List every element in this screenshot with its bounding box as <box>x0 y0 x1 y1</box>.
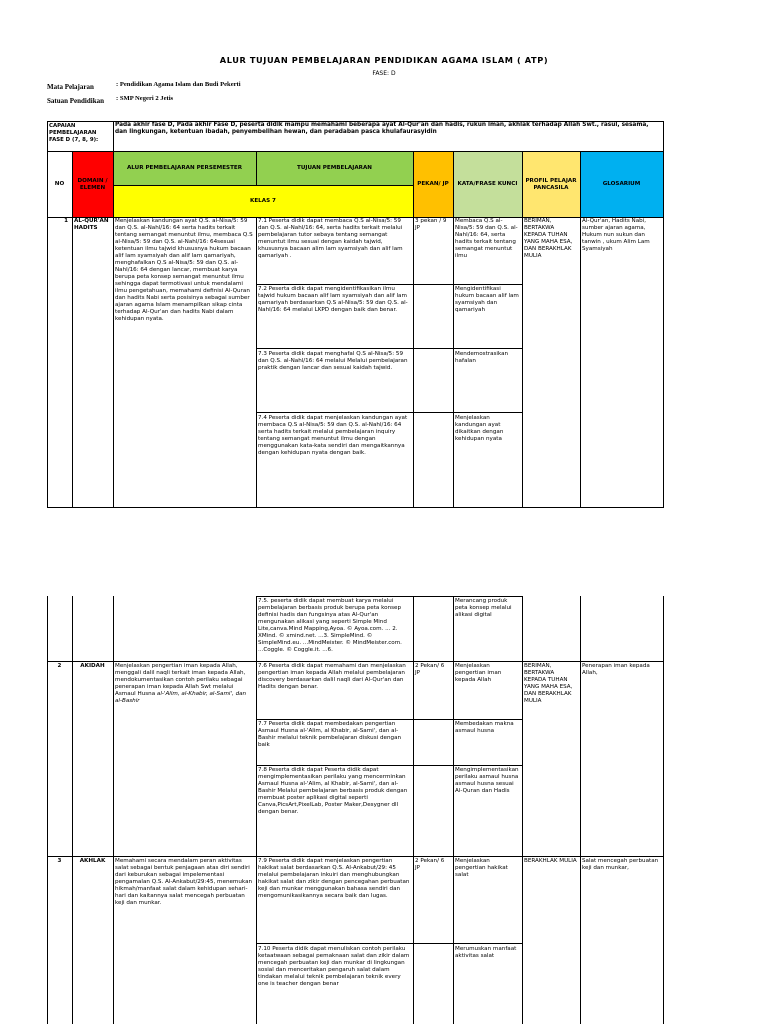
row1-tp-4: 7.4 Peserta didik dapat menjelaskan kandungan ayat membaca Q.S al-Nisa/5: 59 dan Q.S. al-Nahl/16: 64 serta hadits terkait melalui pembelajaran inquiry tentang semangat menuntut ilmu dengan menggunakan kata-kata sendiri dan mengaitkannya dengan kehidupan nyata dengan baik. <box>258 415 408 456</box>
grid-line <box>256 943 522 944</box>
header-kelas: KELAS 7 <box>113 185 413 217</box>
grid-line <box>413 151 414 508</box>
grid-line <box>47 121 664 122</box>
header-kata: KATA/FRASE KUNCI <box>453 152 522 217</box>
row2-domain: AKIDAH <box>80 663 105 669</box>
grid-line <box>256 719 522 720</box>
row3-tp-10: 7.10 Peserta didik dapat menuliskan contoh perilaku ketaatwaan sebagai pemaknaan salat dan zikir dalam mencegah perbuatan keji dan munkar di lingkungan sosial dan menceritakan pengaruh salat dalam tindakan melalui teknik pembelajaran teknik every one is teacher dengan benar <box>258 946 410 987</box>
row1-pekan: 3 pekan / 9 JP <box>415 218 447 231</box>
grid-line <box>47 217 664 218</box>
row3-pekan: 2 Pekan/ 6 JP <box>415 858 445 871</box>
grid-line <box>256 596 522 597</box>
header-alur: ALUR PEMBELAJARAN PERSEMESTER <box>113 152 256 185</box>
row2-glosarium: Penerapan iman kepada Allah, <box>582 663 650 676</box>
header-pekan: PEKAN/ JP <box>413 152 453 217</box>
row2-profil: BERIMAN, BERTAKWA KEPADA TUHAN YANG MAHA ESA, DAN BERAKHLAK MULIA <box>524 663 573 704</box>
phase-label: FASE: D <box>372 70 396 77</box>
grid-line <box>522 596 523 1024</box>
row1-alur: Menjelaskan kandungan ayat Q.S. al-Nisa/5: 59 dan Q.S. al-Nahl/16: 64 serta hadits terkait tentang semangat menuntut ilmu, membaca Q.S al-Nisa/5: 59 dan Q.S. al-Nahl/16: 64sesuai ketentuan ilmu tajwid khususnya hukum bacaan alif lam syamsiyah dan alif lam qamariyah, menghafalkan Q.S al-Nisa/5: 59 dan Q.S. al-Nahl/16: 64 dengan lancar, membuat karya berupa peta konsep semangat menuntut ilmu sehingga dapat termotivasi untuk mendalami ilmu pengetahuan, memahami definisi Al-Quran dan hadits Nabi serta posisinya sebagai sumber ajaran agama Islam menampilkan sikap cinta terhadap Al-Qur'an dan hadits Nabi dalam kehidupan nyata. <box>115 218 253 322</box>
school-label: Satuan Pendidikan <box>47 97 104 105</box>
grid-line <box>256 151 257 185</box>
row1-glosarium: Al-Qur'an, Hadits Nabi, sumber ajaran agama, Hukum nun sukun dan tanwin , ukum Alim Lam Syamsiyah <box>582 218 650 252</box>
header-tujuan: TUJUAN PEMBELAJARAN <box>256 152 413 185</box>
grid-line <box>453 151 454 508</box>
grid-line <box>113 596 114 1024</box>
row2-tp-7: 7.7 Peserta didik dapat membedakan pengertian Asmaul Husna al-'Alim, al Khabir, al-Sami', dan al-Bashir melalui teknik pembelajaran diskusi dengan baik <box>258 721 402 748</box>
row2-kata-6: Menjelaskan pengertian iman kepada Allah <box>455 663 502 683</box>
subject-value: : Pendidikan Agama Islam dan Budi Pekerti <box>116 81 241 88</box>
header-profil: PROFIL PELAJAR PANCASILA <box>522 152 580 217</box>
row2-alur <box>113 662 256 722</box>
row1-domain: AL-QUR'AN HADITS <box>74 218 109 231</box>
row3-alur: Memahami secara mendalam peran aktivitas salat sebagai bentuk penjagaan atas diri sendiri dari keburukan sebagai impelementasi pengamalan Q.S. Al-Ankabut/29:45, menemukan hikmah/manfaat salat dalam kehidupan sehari-hari dan kaitannya salat mencegah perbuatan keji dan munkar. <box>115 858 253 906</box>
row2-tp-8: 7.8 Peserta didik dapat Peserta didik dapat mengimplementasikan perilaku yang mencerminkan Asmaul Husna al-'Alim, al Khabir, al-Sami', dan al-Bashir Melalui pembelajaran berbasis produk dengan membuat poster aplikasi digital seperti Canva,PicsArt,PixelLab, Poster Maker,Desygner dll dengan benar. <box>258 767 408 815</box>
row1-tp-5: 7.5. peserta didik dapat membuat karya melalui pembelajaran berbasis produk berupa peta konsep definisi hadis dan fungsinya atas Al-Qur'an mengunakan alikasi yang seperti Simple Mind Lite,canva.Mind Mapping,Ayoa. © Ayoa.com. ... 2. XMind. © xmind.net. ...3. SimpleMind. © SimpleMind.eu. ...MindMeister. © MindMeister.com. ...Coggle. © Coggle.it. ...6. <box>258 598 402 653</box>
row3-tp-9: 7.9 Peserta didik dapat menjelaskan pengertian hakikat salat berdasarkan Q.S. Al-Ankabut/29: 45 melalui pembelajaran inkuiri dan menghubungkan hakikat salat dan zikir dengan pencegahan perbuatan keji dan munkar menggunakan bahasa sendiri dan mengomunikasikannya secara baik dan lugas. <box>258 858 410 899</box>
row1-no: 1 <box>64 218 68 224</box>
grid-line <box>256 596 257 1024</box>
row1-kata-3: Mendemostrasikan hafalan <box>455 351 509 364</box>
grid-line <box>256 284 522 285</box>
grid-line <box>47 507 664 508</box>
grid-line <box>256 348 522 349</box>
row2-no: 2 <box>57 663 62 669</box>
row1-profil: BERIMAN, BERTAKWA KEPADA TUHAN YANG MAHA ESA, DAN BERAKHLAK MULIA <box>524 218 573 259</box>
grid-line <box>453 596 454 1024</box>
grid-line <box>47 121 48 508</box>
row2-alur-text: Menjelaskan pengertian iman kepada Allah, menggali dalil naqli terkait iman kepada Allah, mendokumentasikan contoh perilaku sebagai penerapan iman kepada Allah Swt melalui Asmaul Husna <box>115 663 246 697</box>
grid-line <box>256 765 522 766</box>
grid-line <box>580 596 581 1024</box>
grid-line <box>47 661 664 662</box>
grid-line <box>47 151 664 152</box>
grid-line <box>413 596 414 1024</box>
row1-kata-2: Mengidentifikasi hukum bacaan alif lam syamsiyah dan qamariyah <box>455 286 519 313</box>
row3-glosarium: Salat mencegah perbuatan keji dan munkar, <box>582 858 659 871</box>
row2-kata-7: Membedakan makna asmaul husna <box>455 721 514 734</box>
page-title: ALUR TUJUAN PEMBELAJARAN PENDIDIKAN AGAMA ISLAM ( ATP) <box>219 55 549 65</box>
grid-line <box>113 121 114 508</box>
grid-line <box>522 151 523 508</box>
row1-tp-1: 7.1 Peserta didik dapat membaca Q.S al-Nisa/5: 59 dan Q.S. al-Nahl/16: 64, serta hadits terkait melalui pembelajaran tutor sebaya tentang semangat menuntut ilmu sesuai dengan kaidah tajwid, khususnya bacaan alim lam syamsiyah dan alif lam qamariyah . <box>258 218 403 259</box>
row3-domain: AKHLAK <box>79 858 106 864</box>
row2-kata-8: Mengimplementasikan perilaku asmaul husna asmaul husna sesuai Al-Quran dan Hadis <box>455 767 519 794</box>
grid-line <box>663 121 664 508</box>
grid-line <box>47 856 664 857</box>
row3-profil: BERAKHLAK MULIA <box>524 858 577 864</box>
row2-pekan: 2 Pekan/ 6 JP <box>415 663 445 676</box>
grid-line <box>256 217 257 508</box>
grid-line <box>113 185 413 186</box>
row3-kata-10: Merumuskan manfaat aktivitas salat <box>455 946 517 959</box>
row1-tp-3: 7.3 Peserta didik dapat menghafal Q.S al-Nisa/5: 59 dan Q.S. al-Nahl/16: 64 melalui Melalui pembelajaran praktik dengan lancar dan sesuai kaidah tajwid. <box>258 351 408 371</box>
row3-kata-9: Menjelaskan pengertian hakikat salat <box>455 858 508 878</box>
row1-kata-1: Membaca Q.S al-Nisa/5: 59 dan Q.S. al-Nahl/16: 64, serta hadits terkait tentang semangat menuntut ilmu <box>455 218 518 259</box>
row3-no: 3 <box>57 858 62 864</box>
header-no: NO <box>54 181 65 187</box>
grid-line <box>256 412 522 413</box>
school-value: : SMP Negeri 2 Jetis <box>116 95 174 102</box>
cp-text: Pada akhir fase D, Pada akhir Fase D, peserta didik mampu memahami beberapa ayat Al-Qur'an dan hadis, rukun iman, akhlak terhadap Allah Swt., rasul, sesama, dan lingkungan, ketentuan ibadah, penyembelihan hewan, dan peradaban pasca khulafaurasyidin <box>115 122 649 136</box>
row2-alur-asmaul-husna: al-'Alim, al-Khabir, al-Sami', dan al-Bashir <box>115 690 247 704</box>
row1-tp-2: 7.2 Peserta didik dapat mengidentifikasikan ilmu tajwid hukum bacaan alif lam syamsiyah dan alif lam qamariyah berdasarkan Q.S al-Nisa/5: 59 dan Q.S. al-Nahl/16: 64 melalui LKPD dengan baik dan benar. <box>258 286 408 313</box>
header-domain: DOMAIN / ELEMEN <box>72 152 113 217</box>
row1-kata-4: Menjelaskan kandungan ayat dikaitkan dengan kehidupan nyata <box>455 415 504 442</box>
subject-label: Mata Pelajaran <box>47 83 94 91</box>
header-glosarium: GLOSARIUM <box>580 152 663 217</box>
grid-line <box>72 596 73 1024</box>
cp-label: CAPAIAN PEMBELAJARAN FASE D (7, 8, 9): <box>49 123 99 143</box>
grid-line <box>663 596 664 1024</box>
grid-line <box>47 596 48 1024</box>
grid-line <box>580 151 581 508</box>
row1-kata-5: Merancang produk peta konsep melalui alikasi digital <box>455 598 512 618</box>
row2-tp-6: 7.6 Peserta didik dapat memahami dan menjelaskan pengertian iman kepada Allah melalui pembelajaran discovery berdasarkan dalil naqli dari Al-Qur'an dan Hadits dengan benar. <box>258 663 406 690</box>
grid-line <box>72 151 73 508</box>
